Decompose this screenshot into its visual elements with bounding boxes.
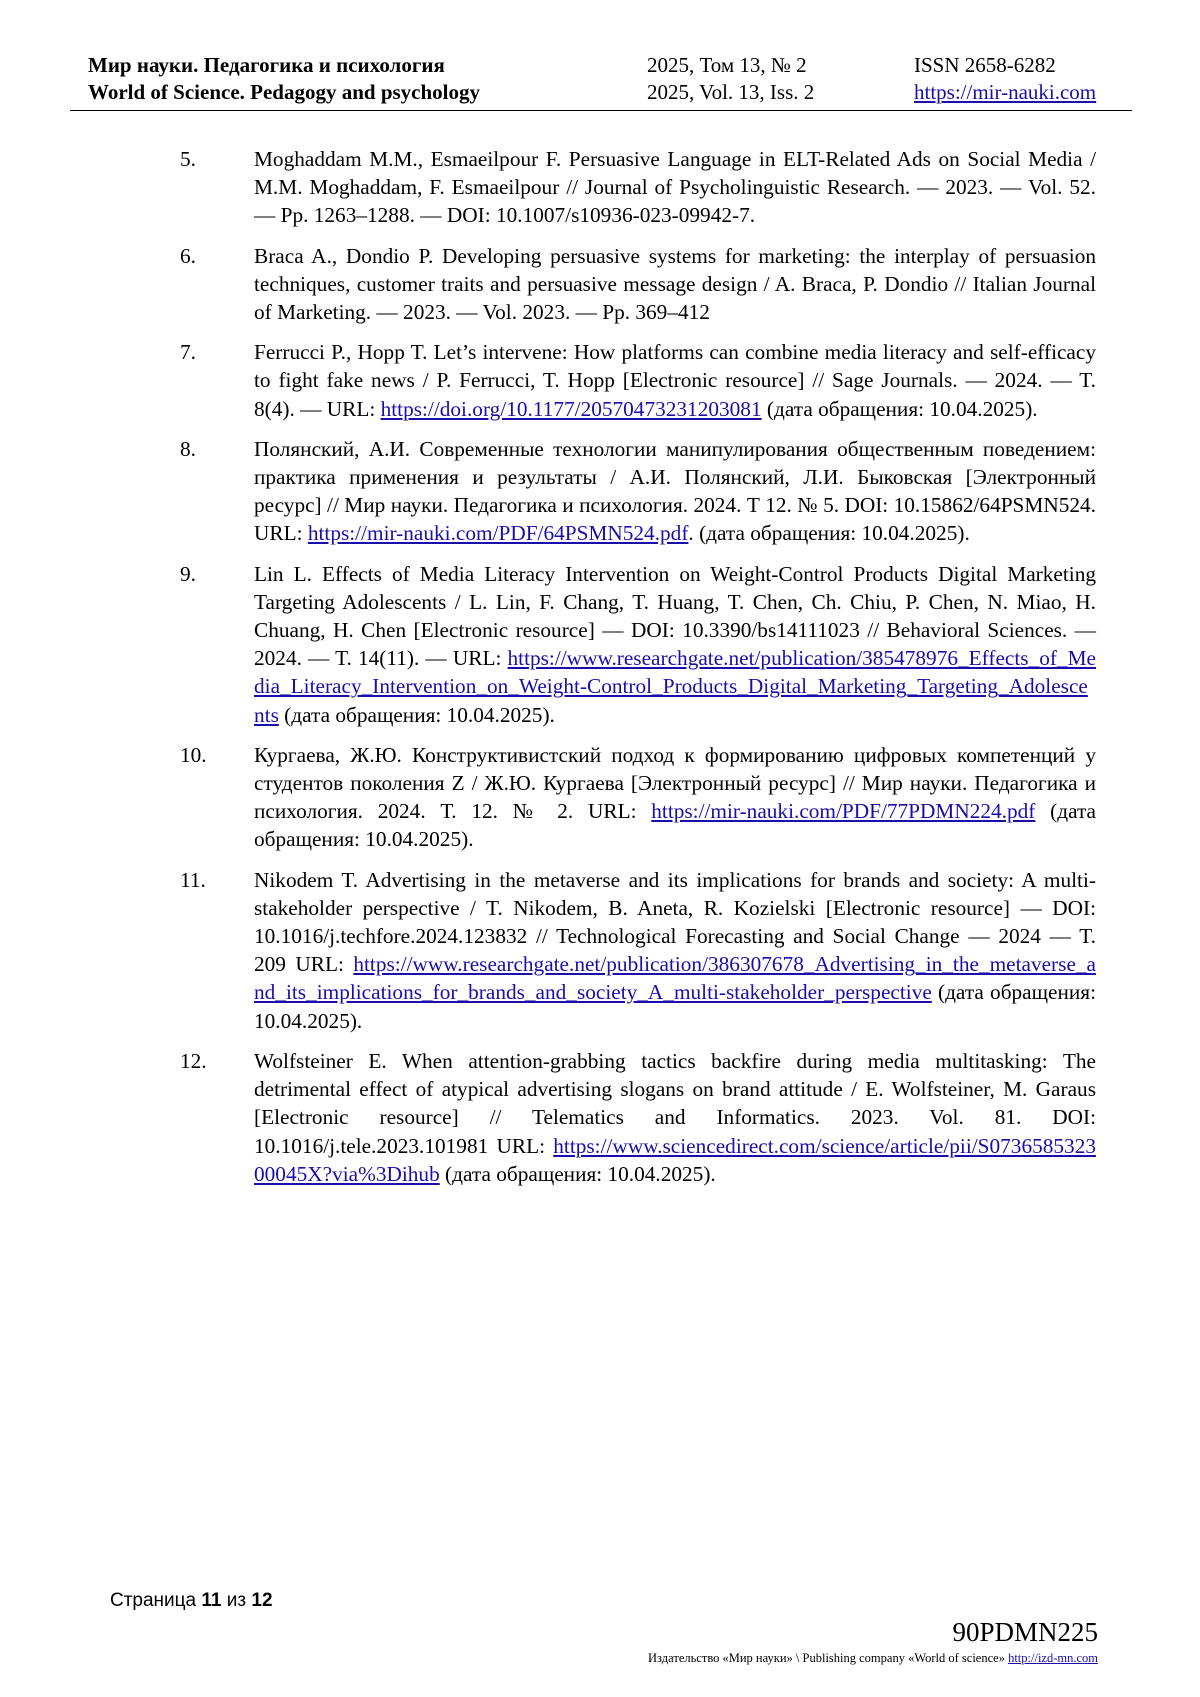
reference-number: 12. [180,1048,207,1073]
reference-list [180,145,1096,1200]
reference-access-date: (дата обращения: 10.04.2025). [254,799,1096,852]
reference-body [254,1047,1096,1188]
page-word: Страница [110,1590,197,1611]
reference-body [254,242,1096,327]
reference-text: Lin L. Effects of Media Literacy Intervention on Weight-Control Products Digital Marketing Targeting Adolescents / L. Lin, F. Chang, T. Huang, T. Chen, Ch. Chiu, P. Chen, N. Miao, H. Chuang, H. Chen [Electronic resource] — DOI: 10.3390/bs14111023 // Behavioral Sciences. — 2024. — T. 14(11). — URL: [254,561,1096,671]
reference-access-date: . (дата обращения: 10.04.2025). [688,521,970,546]
reference-item [180,866,1096,1035]
reference-text: Wolfsteiner E. When attention-grabbing tactics backfire during media multitasking: The detrimental effect of atypical advertising slogans on brand attitude / E. Wolfsteiner, M. Garaus [Electronic resource] // Telematics and Informatics. 2023. Vol. 81. DOI: 10.1016/j.tele.2023.101981 URL: [254,1048,1096,1158]
issue-info-ru: 2025, Том 13, № 2 [647,53,807,77]
reference-item [180,741,1096,854]
reference-body [254,338,1096,423]
reference-text: Полянский, А.И. Современные технологии манипулирования общественным поведением: практика применения и результаты / А.И. Полянский, Л.И. Быковская [Электронный ресурс] // Мир науки. Педагогика и психология. 2024. Т 12. № 5. DOI: 10.15862/64PSMN524. URL: [254,436,1096,546]
reference-access-date: (дата обращения: 10.04.2025). [278,702,555,727]
reference-text: Nikodem T. Advertising in the metaverse and its implications for brands and society: A multi-stakeholder perspective / T. Nikodem, B. Aneta, R. Kozielski [Electronic resource] — DOI: 10.1016/j.techfore.2024.123832 // Technological Forecasting and Social Change — 2024 — T. 209 URL: [254,867,1096,977]
reference-item [180,338,1096,423]
reference-body [254,560,1096,729]
page-of: из [226,1590,247,1611]
reference-access-date: (дата обращения: 10.04.2025). [254,980,1096,1033]
header-divider [70,110,1132,111]
reference-body [254,741,1096,854]
reference-link[interactable]: https://www.researchgate.net/publication/386307678_Advertising_in_the_metaverse_and_its_implications_for_brands_and_society_A_multi-stakeholder_perspective [254,952,1096,1005]
reference-text: Кургаева, Ж.Ю. Конструктивистский подход к формированию цифровых компетенций у студентов поколения Z / Ж.Ю. Кургаева [Электронный ресурс] // Мир науки. Педагогика и психология. 2024. Т. 12. № 2. URL: [254,742,1096,824]
reference-number: 10. [180,742,207,767]
header-row-en [88,79,1120,106]
reference-number: 5. [180,147,196,171]
reference-body [254,866,1096,1035]
reference-number: 8. [180,436,196,461]
reference-text: Ferrucci P., Hopp T. Let’s intervene: How platforms can combine media literacy and self-efficacy to fight fake news / P. Ferrucci, T. Hopp [Electronic resource] // Sage Journals. — 2024. — T. 8(4). — URL: [254,340,1096,421]
journal-website-link[interactable]: https://mir-nauki.com [914,80,1097,104]
reference-link[interactable]: https://mir-nauki.com/PDF/64PSMN524.pdf [307,521,689,546]
journal-title-ru: Мир науки. Педагогика и психология [88,53,445,77]
reference-body [254,435,1096,548]
publisher-text: Издательство «Мир науки» \ Publishing company «World of science» [648,1651,1005,1665]
publisher-link[interactable]: http://izd-mn.com [1008,1651,1098,1665]
reference-item [180,242,1096,327]
journal-title-en: World of Science. Pedagogy and psychology [88,80,481,104]
page-indicator [110,1590,273,1612]
reference-number: 7. [180,340,196,365]
reference-link[interactable]: https://doi.org/10.1177/20570473231203081 [380,396,762,421]
reference-number: 6. [180,243,196,268]
reference-item [180,560,1096,729]
reference-item [180,435,1096,548]
publisher-line [648,1651,1098,1666]
page-current: 11 [201,1590,222,1611]
reference-link[interactable]: https://www.sciencedirect.com/science/article/pii/S073658532300045X?via%3Dihub [254,1133,1096,1186]
reference-access-date: (дата обращения: 10.04.2025). [761,396,1038,421]
page-total: 12 [251,1590,273,1611]
reference-link[interactable]: https://www.researchgate.net/publication/385478976_Effects_of_Media_Literacy_Intervention_on_Weight-Control_Products_Digital_Marketing_Targeting_Adolescents [254,646,1096,727]
reference-access-date: (дата обращения: 10.04.2025). [439,1161,716,1186]
header-row-ru [88,52,1120,79]
reference-link[interactable]: https://mir-nauki.com/PDF/77PDMN224.pdf [651,799,1036,824]
reference-number: 9. [180,561,196,586]
reference-item [180,145,1096,230]
reference-item [180,1047,1096,1188]
reference-text: Moghaddam M.M., Esmaeilpour F. Persuasive Language in ELT-Related Ads on Social Media / M.M. Moghaddam, F. Esmaeilpour // Journal of Psycholinguistic Research. — 2023. — Vol. 52. — Pp. 1263–1288. — DOI: 10.1007/s10936-023-09942-7. [254,147,1096,228]
page-header [88,52,1120,106]
article-code: 90PDMN225 [952,1617,1098,1647]
issn: ISSN 2658-6282 [914,53,1056,77]
reference-body [254,145,1096,230]
issue-info-en: 2025, Vol. 13, Iss. 2 [647,80,815,104]
reference-number: 11. [180,867,206,892]
reference-text: Braca A., Dondio P. Developing persuasive systems for marketing: the interplay of persuasion techniques, customer traits and persuasive message design / A. Braca, P. Dondio // Italian Journal of Marketing. — 2023. — Vol. 2023. — Pp. 369–412 [254,243,1096,325]
